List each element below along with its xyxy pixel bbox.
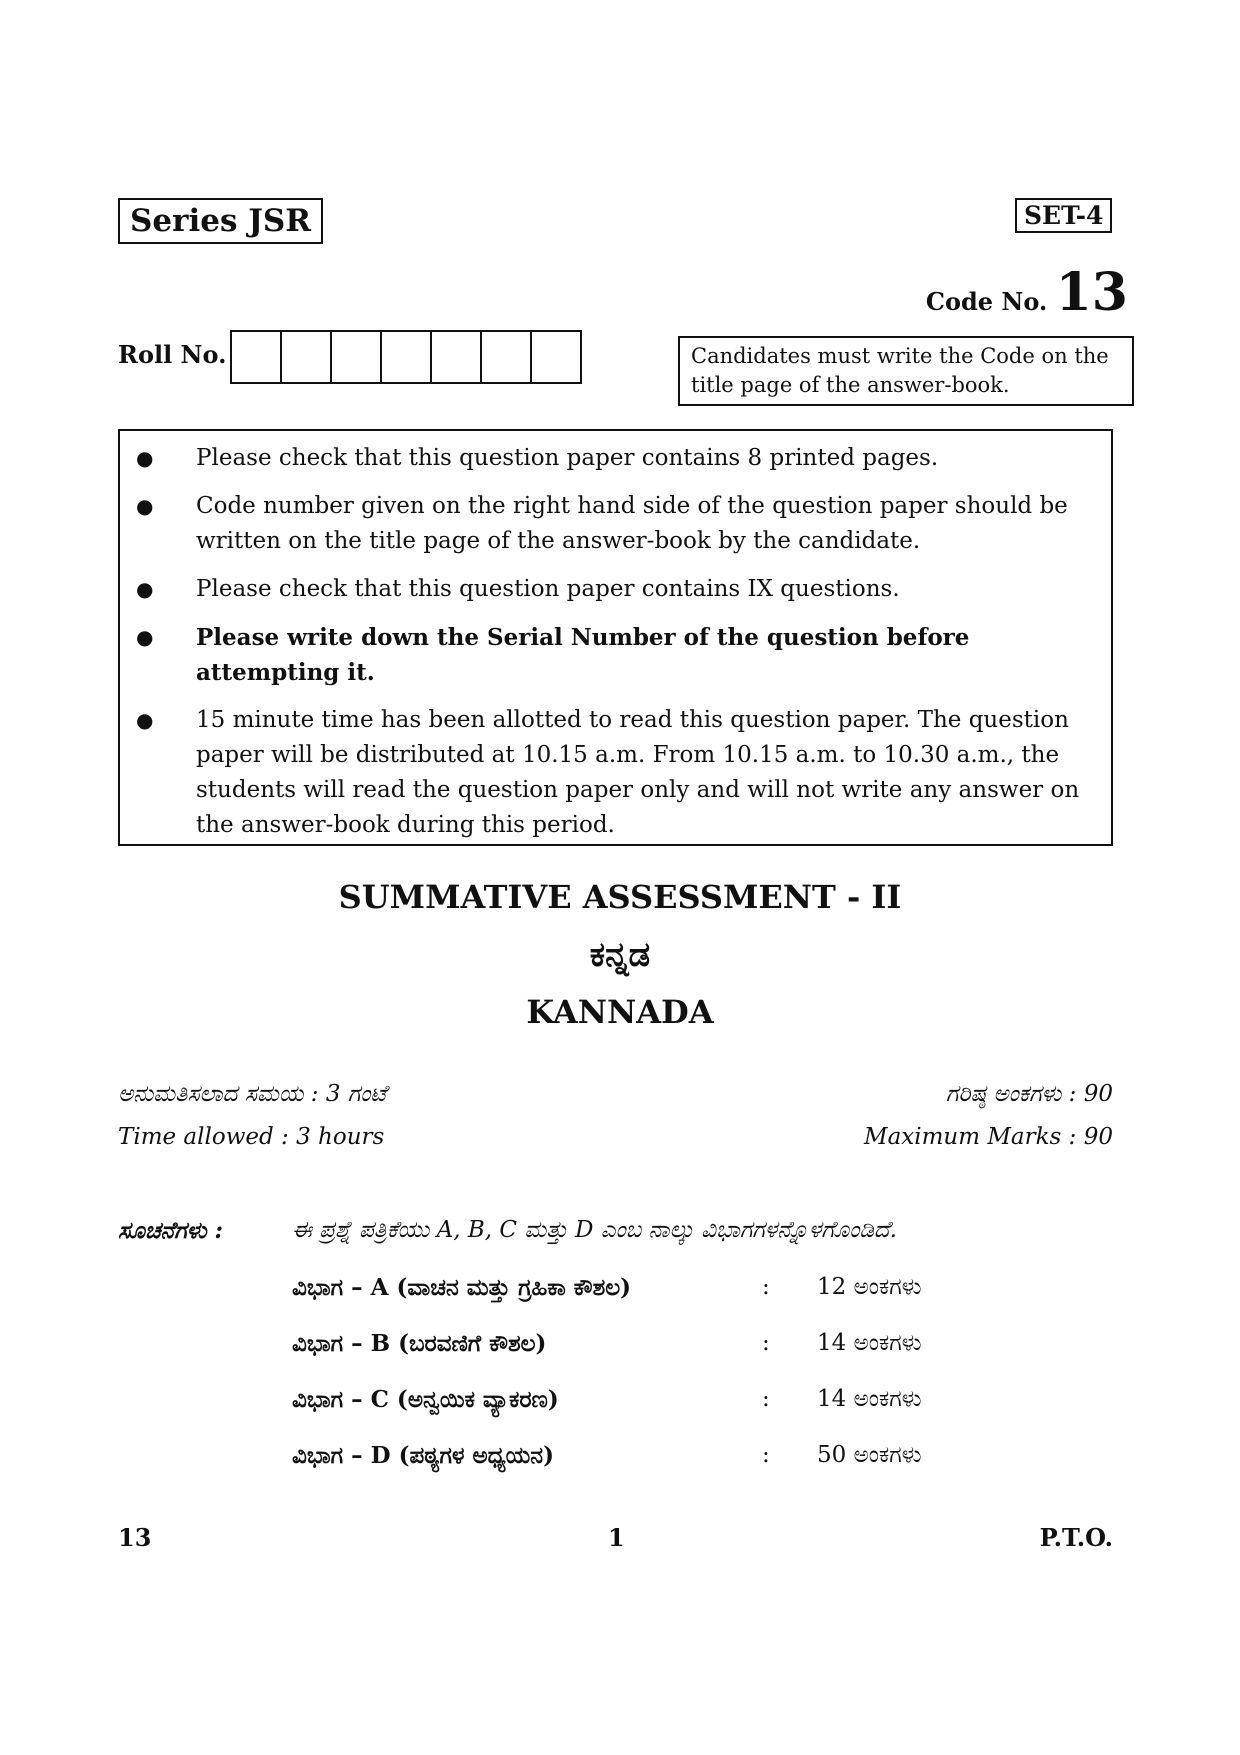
bullet-icon: ● xyxy=(136,494,154,518)
section-colon: : xyxy=(762,1330,770,1356)
roll-number-box[interactable] xyxy=(382,332,432,382)
section-row xyxy=(292,1386,1017,1413)
assessment-title: SUMMATIVE ASSESSMENT - II xyxy=(338,878,902,916)
section-colon: : xyxy=(762,1386,770,1412)
footer-code: 13 xyxy=(118,1523,152,1552)
note-item xyxy=(134,620,1097,690)
note-text: Please check that this question paper contains IX questions. xyxy=(196,576,900,602)
note-item xyxy=(134,441,1097,476)
note-text: Please check that this question paper contains 8 printed pages. xyxy=(196,445,939,471)
max-marks-kannada: ಗರಿಷ್ಠ ಅಂಕಗಳು : 90 xyxy=(945,1081,1113,1107)
section-name: ವಿಭಾಗ – C (ಅನ್ವಯಿಕ ವ್ಯಾಕರಣ) xyxy=(292,1386,559,1413)
bullet-icon: ● xyxy=(136,446,154,470)
section-colon: : xyxy=(762,1442,770,1468)
subject-english-title: KANNADA xyxy=(526,993,714,1031)
pto-label: P.T.O. xyxy=(1039,1523,1113,1552)
roll-number-label: Roll No. xyxy=(118,340,227,369)
note-text: Please write down the Serial Number of the question before attempting it. xyxy=(196,624,970,686)
page-number: 1 xyxy=(608,1523,625,1552)
roll-number-box[interactable] xyxy=(332,332,382,382)
bullet-icon: ● xyxy=(136,577,154,601)
code-value: 13 xyxy=(1055,262,1128,323)
section-marks: 50 ಅಂಕಗಳು xyxy=(817,1442,922,1468)
subject-kannada-title: ಕನ್ನಡ xyxy=(589,935,651,975)
roll-number-box[interactable] xyxy=(532,332,580,382)
section-colon: : xyxy=(762,1274,770,1300)
section-row xyxy=(292,1442,1017,1469)
roll-number-boxes[interactable] xyxy=(230,330,582,384)
section-row xyxy=(292,1330,1017,1357)
set-label: SET-4 xyxy=(1015,198,1112,233)
section-name: ವಿಭಾಗ – B (ಬರವಣಿಗೆ ಕೌಶಲ) xyxy=(292,1330,547,1357)
code-label: Code No. xyxy=(925,287,1048,316)
bullet-icon: ● xyxy=(136,708,154,732)
note-item xyxy=(134,489,1097,559)
time-allowed-kannada: ಅನುಮತಿಸಲಾದ ಸಮಯ : 3 ಗಂಟೆ xyxy=(118,1081,387,1107)
section-name: ವಿಭಾಗ – A (ವಾಚನ ಮತ್ತು ಗ್ರಹಿಕಾ ಕೌಶಲ) xyxy=(292,1274,632,1301)
instructions-text: ಈ ಪ್ರಶ್ನೆ ಪತ್ರಿಕೆಯು A, B, C ಮತ್ತು D ಎಂಬ ನಾಲ್ಕು ವಿಭಾಗಗಳನ್ನೊಳಗೊಂಡಿದೆ. xyxy=(292,1217,897,1243)
bullet-icon: ● xyxy=(136,625,154,649)
series-label: Series JSR xyxy=(118,198,323,244)
roll-number-box[interactable] xyxy=(482,332,532,382)
section-row xyxy=(292,1274,1017,1301)
max-marks: Maximum Marks : 90 xyxy=(864,1124,1113,1150)
section-marks: 14 ಅಂಕಗಳು xyxy=(817,1330,922,1356)
note-text: Code number given on the right hand side of the question paper should be written on the title page of the answer-book by the candidate. xyxy=(196,493,1068,554)
roll-number-box[interactable] xyxy=(282,332,332,382)
general-notes-box xyxy=(118,429,1113,846)
section-name: ವಿಭಾಗ – D (ಪಠ್ಯಗಳ ಅಧ್ಯಯನ) xyxy=(292,1442,554,1469)
roll-number-box[interactable] xyxy=(232,332,282,382)
instructions-label: ಸೂಚನೆಗಳು : xyxy=(118,1217,224,1244)
section-marks: 14 ಅಂಕಗಳು xyxy=(817,1386,922,1412)
note-text: 15 minute time has been allotted to read this question paper. The question paper will be distributed at 10.15 a.m. From 10.15 a.m. to 10.30 a.m., the students will read the question paper only and will not write any answer on the answer-book during this period. xyxy=(196,707,1080,838)
note-item xyxy=(134,572,1097,607)
section-marks: 12 ಅಂಕಗಳು xyxy=(817,1274,922,1300)
roll-number-box[interactable] xyxy=(432,332,482,382)
time-allowed: Time allowed : 3 hours xyxy=(118,1124,385,1150)
note-item xyxy=(134,703,1097,843)
candidate-note: Candidates must write the Code on the title page of the answer-book. xyxy=(678,336,1134,406)
code-number xyxy=(926,262,1128,323)
